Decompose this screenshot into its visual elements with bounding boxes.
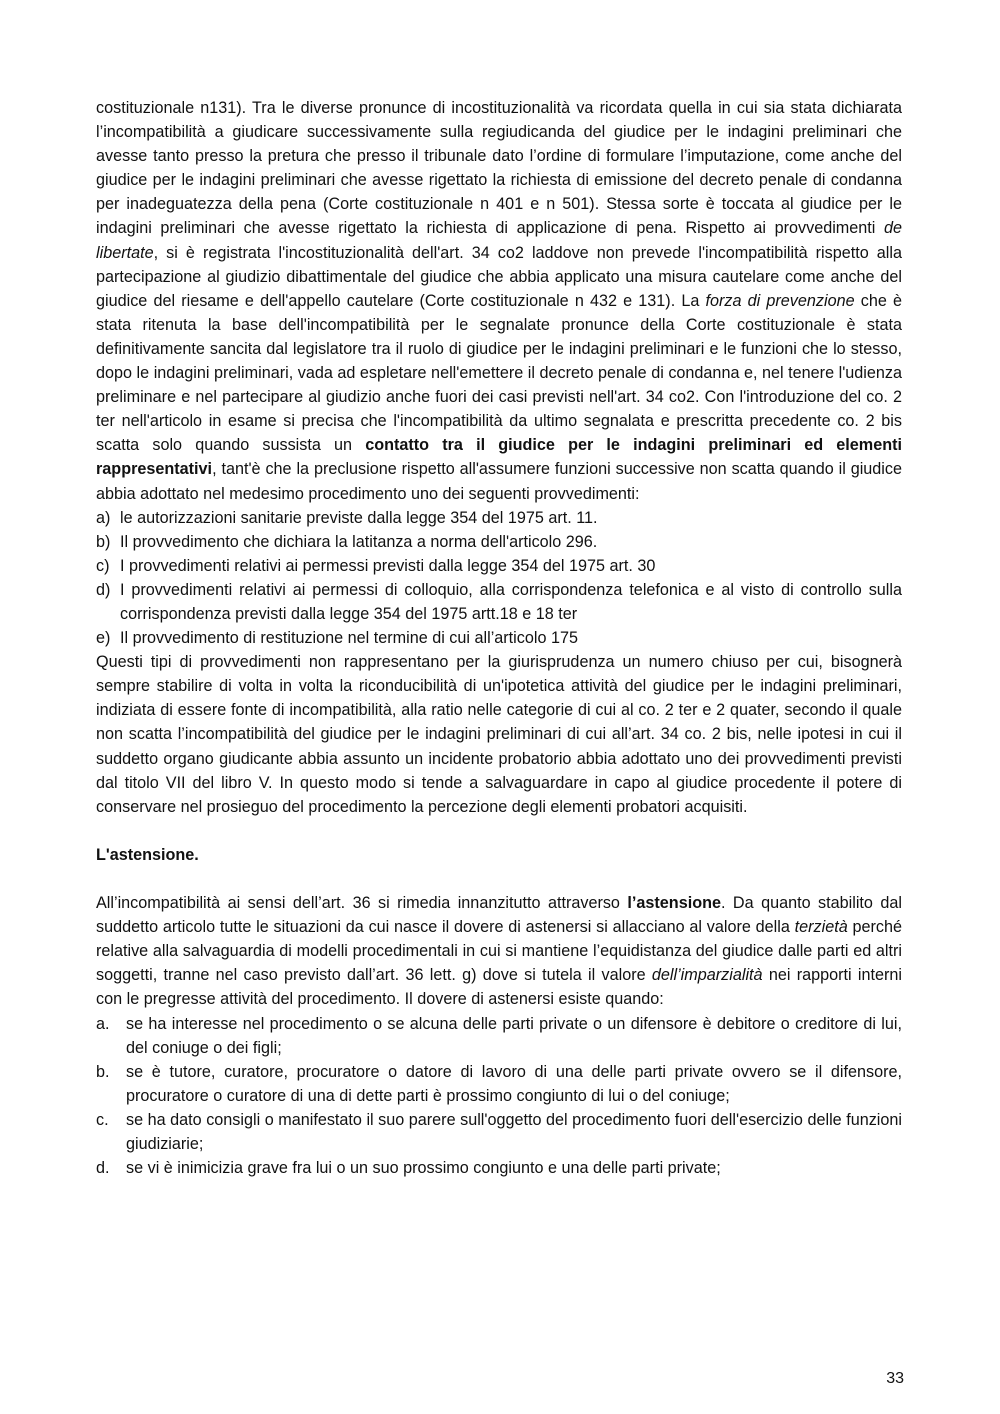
page-number: 33 (886, 1370, 904, 1387)
provvedimenti-list (96, 506, 902, 651)
list-item: e) Il provvedimento di restituzione nel termine di cui all’articolo 175 (96, 629, 578, 648)
paragraph-numero-chiuso: Questi tipi di provvedimenti non rappresentano per la giurisprudenza un numero chiuso per cui, bisognerà sempre stabilire di volta in volta la riconducibilità di un'ipotetica attività del giudice per le indagini preliminari, indiziata di essere fonte di incompatibilità, alla ratio nelle categorie di cui al co. 2 ter e 2 quater, secondo il quale non scatta l’incompatibilità del giudice per le indagini preliminari di cui all’art. 34 co. 2 bis, nelle ipotesi in cui il suddetto organo giudicante abbia assunto un incidente probatorio abbia adottato uno dei provvedimenti previsti dal titolo VII del libro V. In questo modo si tende a salvaguardare in capo al giudice procedente il potere di conservare nel prosieguo del procedimento la percezione degli elementi probatori acquisiti. (96, 653, 902, 816)
italic-imparzialita: dell’imparzialità (651, 966, 763, 985)
paragraph-astensione: All’incompatibilità ai sensi dell’art. 36 si rimedia innanzitutto attraverso l’astensione. Da quanto stabilito dal suddetto articolo tutte le situazioni da cui nasce il dovere di astenersi si allacciano al valore della terzietà perché relative alla salvaguardia di modelli procedimentali in cui si mantiene l’equidistanza del giudice dalle parti ed altri soggetti, tranne nel caso previsto dall’art. 36 lett. g) dove si tutela il valore dell’imparzialità nei rapporti interni con le pregresse attività del procedimento. Il dovere di astenersi esiste quando: (96, 894, 902, 1009)
list-item: a. se ha interesse nel procedimento o se alcuna delle parti private o un difensore è debitore o creditore di lui, del coniuge o dei figli; (96, 1014, 902, 1057)
paragraph-incostituzionalita: costituzionale n131). Tra le diverse pronunce di incostituzionalità va ricordata quella in cui sia stata dichiarata l’incompatibilità a giudicare successivamente sulla regiudicanda del giudice per le indagini preliminari che avesse tanto presso la pretura che presso il tribunale dato l’ordine di formulare l’imputazione, come anche del giudice per le indagini preliminari che avesse rigettato la richiesta di emissione del decreto penale di condanna per inadeguatezza della pena (Corte costituzionale n 401 e n 501). Stessa sorte è toccata al giudice per le indagini preliminari che avesse rigettato la richiesta di applicazione di pena. Rispetto ai provvedimenti de libertate, si è registrata l'incostituzionalità dell'art. 34 co2 laddove non prevede l'incompatibilità rispetto alla partecipazione al giudizio dibattimentale del giudice che abbia applicato una misura cautelare come anche del giudice del riesame e dell'appello cautelare (Corte costituzionale n 432 e 131). La forza di prevenzione che è stata ritenuta la base dell'incompatibilità per le segnalate pronunce della Corte costituzionale è stata definitivamente sancita dal legislatore tra il ruolo di giudice per le indagini preliminari e le funzioni che lo stesso, dopo le indagini preliminari, vada ad espletare nell'emettere il decreto penale di condanna e, nel tenere l'udienza preliminare e nel partecipare al giudizio anche fuori dei casi previsti nell'art. 34 co2. Con l'introduzione del co. 2 ter nell'articolo in esame si precisa che l'incompatibilità da ultimo segnalata e prescritta precedente co. 2 bis scatta solo quando sussista un contatto tra il giudice per le indagini preliminari ed elementi rappresentativi, tant'è che la preclusione rispetto all'assumere funzioni successive non scatta quando il giudice abbia adottato nel medesimo procedimento uno dei seguenti provvedimenti: (96, 99, 902, 503)
list-item: a) le autorizzazioni sanitarie previste dalla legge 354 del 1975 art. 11. (96, 508, 598, 527)
italic-forza-di-prevenzione: forza di prevenzione (705, 291, 855, 310)
bold-astensione: l’astensione (627, 894, 721, 913)
list-item: b. se è tutore, curatore, procuratore o datore di lavoro di una delle parti private ovvero se il difensore, procuratore o curatore di una di dette parti è prossimo congiunto di lui o del coniuge; (96, 1062, 902, 1105)
list-item: b) Il provvedimento che dichiara la latitanza a norma dell'articolo 296. (96, 532, 598, 551)
list-item: d. se vi è inimicizia grave fra lui o un suo prossimo congiunto e una delle parti private; (96, 1159, 721, 1178)
list-item: c) I provvedimenti relativi ai permessi previsti dalla legge 354 del 1975 art. 30 (96, 556, 656, 575)
list-item: c. se ha dato consigli o manifestato il suo parere sull'oggetto del procedimento fuori dell'esercizio delle funzioni giudiziarie; (96, 1110, 902, 1154)
blank-line (96, 819, 902, 843)
list-item: d) I provvedimenti relativi ai permessi di colloquio, alla corrispondenza telefonica e al visto di controllo sulla corrispondenza previsti dalla legge 354 del 1975 artt.18 e 18 ter (96, 580, 902, 623)
section-heading: L'astensione. (96, 845, 199, 864)
bold-contatto: contatto tra il giudice per le indagini preliminari ed elementi rappresentativi (96, 436, 902, 479)
italic-terzieta: terzietà (794, 918, 848, 937)
italic-de-libertate: de libertate (96, 219, 902, 262)
astensione-cases-list (96, 1012, 902, 1181)
document-page (96, 96, 902, 1180)
blank-line (96, 867, 902, 891)
